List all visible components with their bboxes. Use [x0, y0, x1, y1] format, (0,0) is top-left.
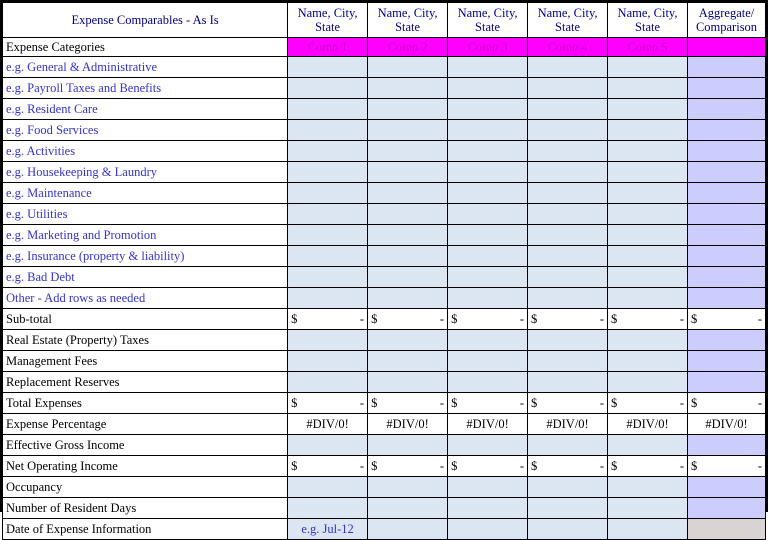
- comp-5-expense-percentage: #DIV/0!: [608, 414, 688, 435]
- aggregate-header-line2: Comparison: [695, 20, 758, 34]
- comp-3-cell[interactable]: [448, 141, 528, 162]
- row-label-net-operating-income: Net Operating Income: [3, 456, 288, 477]
- comp-2-cell[interactable]: [368, 162, 448, 183]
- currency-symbol: $: [451, 395, 458, 410]
- row-label-replacement-reserves: Replacement Reserves: [3, 372, 288, 393]
- comp-3-date[interactable]: [448, 519, 528, 540]
- comp-4-cell[interactable]: [528, 57, 608, 78]
- comp-4-cell[interactable]: [528, 183, 608, 204]
- aggregate-cell: [688, 225, 766, 246]
- table-row: [3, 351, 766, 372]
- table-row: [3, 78, 766, 99]
- comp-5-cell[interactable]: [608, 351, 688, 372]
- currency-symbol: $: [531, 395, 538, 410]
- comp-2-cell[interactable]: [368, 57, 448, 78]
- comp-5-cell[interactable]: [608, 435, 688, 456]
- comp-header-line2: State: [555, 20, 581, 34]
- comp-header-line2: State: [395, 20, 421, 34]
- currency-symbol: $: [691, 395, 698, 410]
- comp-3-cell[interactable]: [448, 246, 528, 267]
- aggregate-subtotal: [688, 309, 766, 330]
- comp-1-cell[interactable]: [288, 477, 368, 498]
- comp-header-line1: Name, City,: [377, 6, 438, 20]
- comp-3-cell[interactable]: [448, 162, 528, 183]
- expense-comparables-table: [2, 2, 766, 540]
- aggregate-total: [688, 393, 766, 414]
- comp-5-cell[interactable]: [608, 204, 688, 225]
- comp-4-cell[interactable]: [528, 330, 608, 351]
- comp-header-line1: Name, City,: [617, 6, 678, 20]
- comp-1-header[interactable]: [288, 3, 368, 38]
- comp-2-cell[interactable]: [368, 225, 448, 246]
- aggregate-cell: [688, 267, 766, 288]
- row-label[interactable]: Other - Add rows as needed: [3, 288, 288, 309]
- aggregate-cell: [688, 246, 766, 267]
- currency-symbol: $: [451, 311, 458, 326]
- comp-4-cell[interactable]: [528, 435, 608, 456]
- comp-2-header[interactable]: [368, 3, 448, 38]
- currency-symbol: $: [371, 395, 378, 410]
- aggregate-cell: [688, 120, 766, 141]
- comp-5-cell[interactable]: [608, 162, 688, 183]
- table-row: [3, 120, 766, 141]
- expense-categories-label: Expense Categories: [3, 38, 288, 57]
- expense-categories-row: [3, 38, 766, 57]
- comp-2-cell[interactable]: [368, 120, 448, 141]
- value-dash: -: [359, 395, 365, 410]
- value-dash: -: [439, 395, 445, 410]
- table-row: [3, 246, 766, 267]
- row-label-resident-days: Number of Resident Days: [3, 498, 288, 519]
- comp-4-cell[interactable]: [528, 498, 608, 519]
- comp-5-header[interactable]: [608, 3, 688, 38]
- comp-5-cell[interactable]: [608, 267, 688, 288]
- row-label[interactable]: e.g. Payroll Taxes and Benefits: [3, 78, 288, 99]
- comp-1-cell[interactable]: [288, 435, 368, 456]
- comp-1-total: [288, 393, 368, 414]
- aggregate-cell: [688, 288, 766, 309]
- comp-3-cell[interactable]: [448, 330, 528, 351]
- comp-3-expense-percentage: #DIV/0!: [448, 414, 528, 435]
- comp-5-cell[interactable]: [608, 78, 688, 99]
- table-header-row: [3, 3, 766, 38]
- comp-4-cell[interactable]: [528, 204, 608, 225]
- comp-3-cell[interactable]: [448, 99, 528, 120]
- comp-4-cell[interactable]: [528, 225, 608, 246]
- comp-2-subtotal: [368, 309, 448, 330]
- comp-3-cell[interactable]: [448, 225, 528, 246]
- comp-header-line1: Name, City,: [537, 6, 598, 20]
- comp-header-line2: State: [315, 20, 341, 34]
- aggregate-cell: [688, 57, 766, 78]
- row-label[interactable]: e.g. Activities: [3, 141, 288, 162]
- comp-1-cell[interactable]: [288, 246, 368, 267]
- comp-3-label: Comp 3: [448, 38, 528, 57]
- currency-symbol: $: [291, 458, 298, 473]
- table-row: [3, 225, 766, 246]
- comp-2-label: Comp 2: [368, 38, 448, 57]
- table-row: [3, 393, 766, 414]
- aggregate-cell: [688, 162, 766, 183]
- comp-5-cell[interactable]: [608, 288, 688, 309]
- currency-symbol: $: [691, 311, 698, 326]
- comp-5-cell[interactable]: [608, 498, 688, 519]
- currency-symbol: $: [611, 395, 618, 410]
- comp-3-total: [448, 393, 528, 414]
- comp-3-cell[interactable]: [448, 204, 528, 225]
- currency-symbol: $: [531, 458, 538, 473]
- comp-5-noi: [608, 456, 688, 477]
- aggregate-cell: [688, 78, 766, 99]
- value-dash: -: [757, 395, 762, 410]
- value-dash: -: [679, 458, 685, 473]
- value-dash: -: [599, 311, 605, 326]
- currency-symbol: $: [531, 311, 538, 326]
- comp-1-cell[interactable]: [288, 141, 368, 162]
- comp-header-line1: Name, City,: [297, 6, 358, 20]
- comp-1-cell[interactable]: [288, 288, 368, 309]
- comp-2-cell[interactable]: [368, 183, 448, 204]
- value-dash: -: [757, 458, 762, 473]
- comp-5-cell[interactable]: [608, 477, 688, 498]
- comp-2-noi: [368, 456, 448, 477]
- row-label-occupancy: Occupancy: [3, 477, 288, 498]
- aggregate-noi: [688, 456, 766, 477]
- row-label[interactable]: e.g. Marketing and Promotion: [3, 225, 288, 246]
- comp-3-cell[interactable]: [448, 183, 528, 204]
- comp-1-cell[interactable]: [288, 204, 368, 225]
- comp-1-cell[interactable]: [288, 267, 368, 288]
- table-row: [3, 267, 766, 288]
- comp-1-date[interactable]: e.g. Jul-12: [288, 519, 368, 540]
- value-dash: -: [439, 458, 445, 473]
- aggregate-cell: [688, 99, 766, 120]
- aggregate-expense-percentage: #DIV/0!: [688, 414, 766, 435]
- table-row: [3, 99, 766, 120]
- table-row: [3, 414, 766, 435]
- row-label-expense-percentage: Expense Percentage: [3, 414, 288, 435]
- comp-4-cell[interactable]: [528, 120, 608, 141]
- comp-1-cell[interactable]: [288, 99, 368, 120]
- comp-2-cell[interactable]: [368, 78, 448, 99]
- comp-2-cell[interactable]: [368, 99, 448, 120]
- comp-5-cell[interactable]: [608, 225, 688, 246]
- value-dash: -: [519, 458, 525, 473]
- comp-2-cell[interactable]: [368, 477, 448, 498]
- comp-1-cell[interactable]: [288, 225, 368, 246]
- comp-3-noi: [448, 456, 528, 477]
- table-row: [3, 162, 766, 183]
- comp-2-cell[interactable]: [368, 288, 448, 309]
- comp-4-cell[interactable]: [528, 351, 608, 372]
- row-label-total-expenses: Total Expenses: [3, 393, 288, 414]
- table-row: [3, 288, 766, 309]
- comp-4-cell[interactable]: [528, 267, 608, 288]
- comp-2-total: [368, 393, 448, 414]
- comp-1-cell[interactable]: [288, 120, 368, 141]
- row-label[interactable]: e.g. General & Administrative: [3, 57, 288, 78]
- value-dash: -: [599, 458, 605, 473]
- table-row: [3, 477, 766, 498]
- comp-4-cell[interactable]: [528, 477, 608, 498]
- value-dash: -: [519, 395, 525, 410]
- row-label-subtotal: Sub-total: [3, 309, 288, 330]
- comp-3-cell[interactable]: [448, 120, 528, 141]
- table-row: [3, 456, 766, 477]
- comp-5-cell[interactable]: [608, 246, 688, 267]
- comp-5-cell[interactable]: [608, 330, 688, 351]
- comp-header-line2: State: [635, 20, 661, 34]
- comp-5-cell[interactable]: [608, 57, 688, 78]
- currency-symbol: $: [611, 311, 618, 326]
- row-label[interactable]: e.g. Insurance (property & liability): [3, 246, 288, 267]
- comp-5-cell[interactable]: [608, 120, 688, 141]
- table-row: [3, 519, 766, 540]
- aggregate-cell: [688, 351, 766, 372]
- currency-symbol: $: [291, 311, 298, 326]
- comp-4-label: Comp 4: [528, 38, 608, 57]
- comp-2-cell[interactable]: [368, 372, 448, 393]
- aggregate-header-line1: Aggregate/: [698, 6, 755, 20]
- comp-5-label: Comp 5: [608, 38, 688, 57]
- comp-3-cell[interactable]: [448, 288, 528, 309]
- comp-2-date[interactable]: [368, 519, 448, 540]
- comp-2-cell[interactable]: [368, 246, 448, 267]
- comp-1-cell[interactable]: [288, 162, 368, 183]
- table-row: [3, 435, 766, 456]
- comp-2-cell[interactable]: [368, 267, 448, 288]
- comp-4-total: [528, 393, 608, 414]
- comp-1-expense-percentage: #DIV/0!: [288, 414, 368, 435]
- aggregate-cell: [688, 477, 766, 498]
- row-label[interactable]: e.g. Utilities: [3, 204, 288, 225]
- comp-1-cell[interactable]: [288, 372, 368, 393]
- comp-4-expense-percentage: #DIV/0!: [528, 414, 608, 435]
- comp-4-date[interactable]: [528, 519, 608, 540]
- row-label[interactable]: e.g. Resident Care: [3, 99, 288, 120]
- aggregate-cell: [688, 141, 766, 162]
- value-dash: -: [679, 395, 685, 410]
- value-dash: -: [519, 311, 525, 326]
- comp-5-total: [608, 393, 688, 414]
- comp-3-cell[interactable]: [448, 477, 528, 498]
- comp-5-cell[interactable]: [608, 141, 688, 162]
- currency-symbol: $: [451, 458, 458, 473]
- comp-1-label: Comp 1: [288, 38, 368, 57]
- currency-symbol: $: [371, 311, 378, 326]
- table-row: [3, 372, 766, 393]
- table-row: [3, 498, 766, 519]
- comp-4-cell[interactable]: [528, 99, 608, 120]
- comp-2-expense-percentage: #DIV/0!: [368, 414, 448, 435]
- comp-5-cell[interactable]: [608, 372, 688, 393]
- currency-symbol: $: [371, 458, 378, 473]
- table-row: [3, 183, 766, 204]
- comp-2-cell[interactable]: [368, 498, 448, 519]
- comp-2-cell[interactable]: [368, 435, 448, 456]
- comp-3-cell[interactable]: [448, 435, 528, 456]
- row-label[interactable]: e.g. Housekeeping & Laundry: [3, 162, 288, 183]
- value-dash: -: [439, 311, 445, 326]
- currency-symbol: $: [691, 458, 698, 473]
- row-label[interactable]: e.g. Maintenance: [3, 183, 288, 204]
- table-row: [3, 309, 766, 330]
- comp-4-noi: [528, 456, 608, 477]
- aggregate-label-cell: [688, 38, 766, 57]
- comp-3-header[interactable]: [448, 3, 528, 38]
- comp-1-cell[interactable]: [288, 78, 368, 99]
- table-row: [3, 57, 766, 78]
- comp-2-cell[interactable]: [368, 141, 448, 162]
- comp-5-cell[interactable]: [608, 99, 688, 120]
- comp-4-cell[interactable]: [528, 372, 608, 393]
- aggregate-cell: [688, 372, 766, 393]
- comp-3-cell[interactable]: [448, 267, 528, 288]
- row-label[interactable]: e.g. Bad Debt: [3, 267, 288, 288]
- row-label[interactable]: e.g. Food Services: [3, 120, 288, 141]
- comp-header-line2: State: [475, 20, 501, 34]
- aggregate-cell: [688, 330, 766, 351]
- comp-4-cell[interactable]: [528, 78, 608, 99]
- comp-4-subtotal: [528, 309, 608, 330]
- comp-1-cell[interactable]: [288, 351, 368, 372]
- aggregate-date-cell: [688, 519, 766, 540]
- comp-header-line1: Name, City,: [457, 6, 518, 20]
- currency-symbol: $: [291, 395, 298, 410]
- comp-3-cell[interactable]: [448, 57, 528, 78]
- comp-3-cell[interactable]: [448, 351, 528, 372]
- comp-4-header[interactable]: [528, 3, 608, 38]
- comp-2-cell[interactable]: [368, 351, 448, 372]
- value-dash: -: [599, 395, 605, 410]
- comp-4-cell[interactable]: [528, 288, 608, 309]
- comp-5-date[interactable]: [608, 519, 688, 540]
- row-label-real-estate-taxes: Real Estate (Property) Taxes: [3, 330, 288, 351]
- comp-2-cell[interactable]: [368, 330, 448, 351]
- value-dash: -: [359, 311, 365, 326]
- table-row: [3, 204, 766, 225]
- comp-4-cell[interactable]: [528, 141, 608, 162]
- comp-3-cell[interactable]: [448, 372, 528, 393]
- comp-5-subtotal: [608, 309, 688, 330]
- aggregate-header: [688, 3, 766, 38]
- comp-5-cell[interactable]: [608, 183, 688, 204]
- comp-1-cell[interactable]: [288, 183, 368, 204]
- comp-1-cell[interactable]: [288, 57, 368, 78]
- aggregate-cell: [688, 204, 766, 225]
- value-dash: -: [757, 311, 762, 326]
- comp-4-cell[interactable]: [528, 162, 608, 183]
- comp-3-cell[interactable]: [448, 498, 528, 519]
- value-dash: -: [359, 458, 365, 473]
- aggregate-cell: [688, 498, 766, 519]
- value-dash: -: [679, 311, 685, 326]
- table-row: [3, 141, 766, 162]
- comp-2-cell[interactable]: [368, 204, 448, 225]
- row-label-effective-gross-income: Effective Gross Income: [3, 435, 288, 456]
- row-label-management-fees: Management Fees: [3, 351, 288, 372]
- aggregate-cell: [688, 183, 766, 204]
- aggregate-cell: [688, 435, 766, 456]
- currency-symbol: $: [611, 458, 618, 473]
- comp-4-cell[interactable]: [528, 246, 608, 267]
- row-label-date-of-expense-info: Date of Expense Information: [3, 519, 288, 540]
- comp-1-cell[interactable]: [288, 330, 368, 351]
- comp-3-subtotal: [448, 309, 528, 330]
- comp-1-subtotal: [288, 309, 368, 330]
- table-row: [3, 330, 766, 351]
- page-title: Expense Comparables - As Is: [3, 3, 288, 38]
- comp-1-cell[interactable]: [288, 498, 368, 519]
- comp-1-noi: [288, 456, 368, 477]
- comp-3-cell[interactable]: [448, 78, 528, 99]
